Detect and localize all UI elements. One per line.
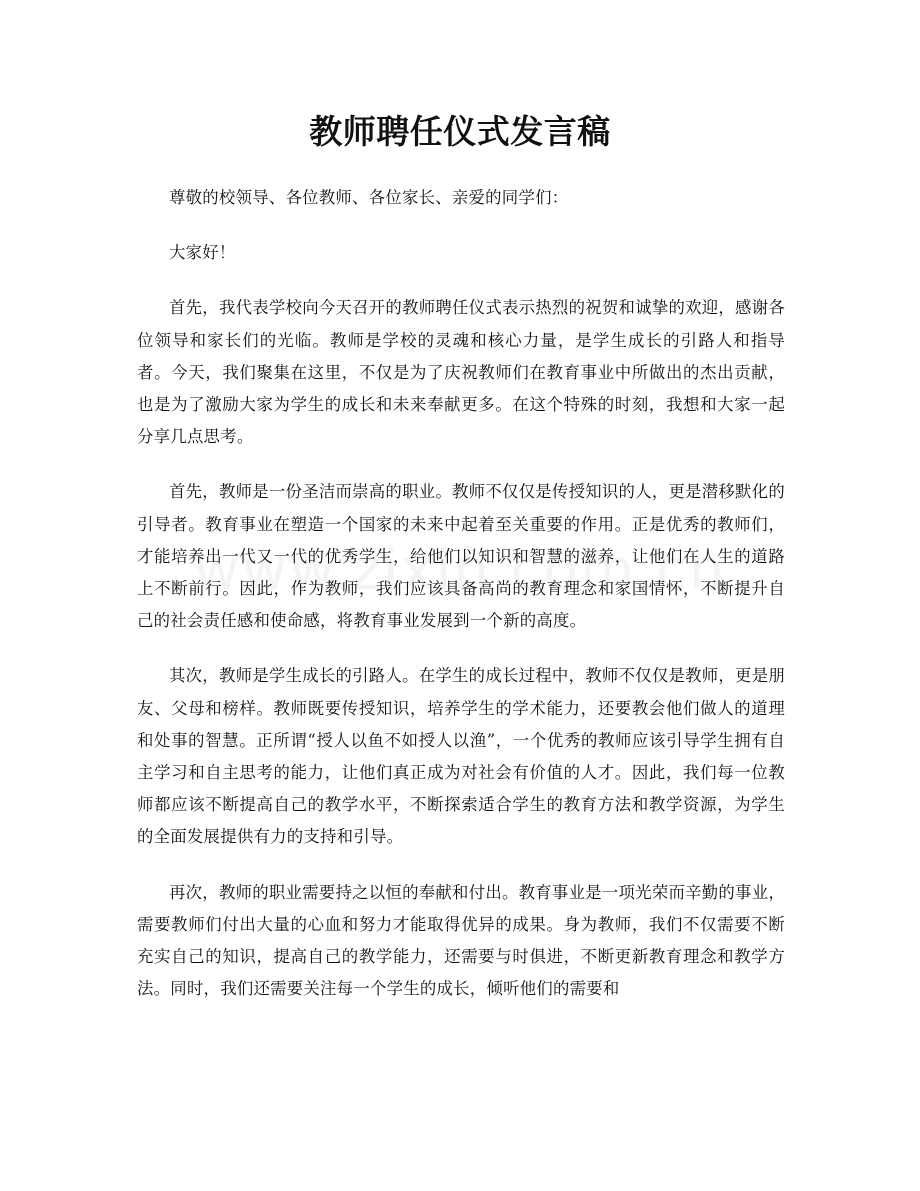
document-title: 教师聘任仪式发言稿 [309,112,611,151]
salutation-paragraph: 尊敬的校领导、各位教师、各位家长、亲爱的同学们： [169,188,569,207]
body-paragraph-2: 首先，教师是一份圣洁而崇高的职业。教师不仅仅是传授知识的人，更是潜移默化的引导者。教育事业在塑造一个国家的未来中起着至关重要的作用。正是优秀的教师们，才能培养出一代又一代的优秀学生，给他们以知识和智慧的滋养，让他们在人生的道路上不断前行。因此，作为教师，我们应该具备高尚的教育理念和家国情怀，不断提升自己的社会责任感和使命感，将教育事业发展到一个新的高度。 [137,482,785,631]
document-body [137,182,785,1005]
body-paragraph-1: 首先，我代表学校向今天召开的教师聘任仪式表示热烈的祝贺和诚挚的欢迎，感谢各位领导和家长们的光临。教师是学校的灵魂和核心力量，是学生成长的引路人和指导者。今天，我们聚集在这里，不仅是为了庆祝教师们在教育事业中所做出的杰出贡献，也是为了激励大家为学生的成长和未来奉献更多。在这个特殊的时刻，我想和大家一起分享几点思考。 [137,298,785,447]
body-paragraph-3: 其次，教师是学生成长的引路人。在学生的成长过程中，教师不仅仅是教师，更是朋友、父母和榜样。教师既要传授知识，培养学生的学术能力，还要教会他们做人的道理和处事的智慧。正所谓“授人以鱼不如授人以渔”，一个优秀的教师应该引导学生拥有自主学习和自主思考的能力，让他们真正成为对社会有价值的人才。因此，我们每一位教师都应该不断提高自己的教学水平，不断探索适合学生的教育方法和教学资源，为学生的全面发展提供有力的支持和引导。 [137,666,785,847]
greeting-paragraph: 大家好！ [169,243,236,263]
body-paragraph-4: 再次，教师的职业需要持之以恒的奉献和付出。教育事业是一项光荣而辛勤的事业，需要教师们付出大量的心血和努力才能取得优异的成果。身为教师，我们不仅需要不断充实自己的知识，提高自己的教学能力，还需要与时俱进，不断更新教育理念和教学方法。同时，我们还需要关注每一个学生的成长，倾听他们的需要和 [137,882,785,999]
